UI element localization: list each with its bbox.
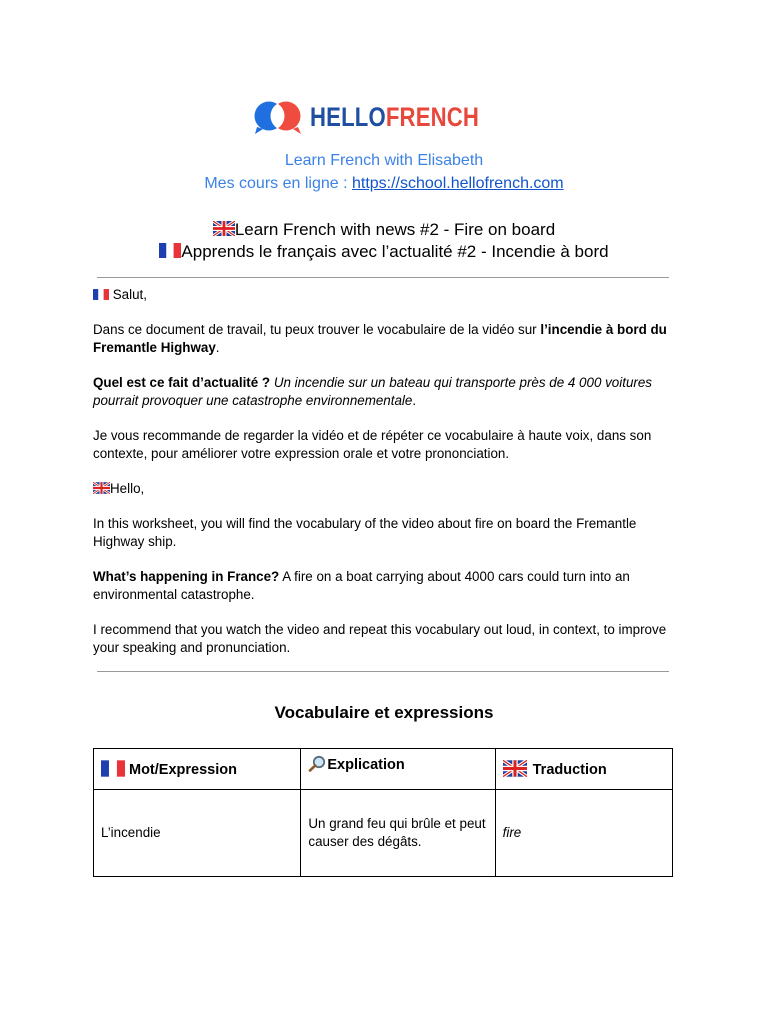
hellofrench-logo [0,97,768,137]
school-link[interactable]: https://school.hellofrench.com [351,175,564,192]
divider-bottom [97,671,669,672]
french-greeting-text: Salut, [112,287,147,302]
vocab-table [93,748,673,877]
author-line: Learn French with Elisabeth [284,152,484,169]
courses-line [0,175,768,193]
vocab-translation-cell [495,790,672,877]
french-paragraph-3: Je vous recommande de regarder la vidéo et de répéter ce vocabulaire à haute voix, dans son contexte, pour améliorer votre expression orale et votre prononciation. [93,428,652,461]
english-paragraph-1: In this worksheet, you will find the vocabulary of the video about fire on board the Fremantle Highway ship. [93,516,637,549]
en-p2-bold: What’s happening in France? [93,569,280,584]
column-header-translation [495,749,672,790]
fr-p2-bold: Quel est ce fait d’actualité ? [93,375,271,390]
uk-flag-icon [213,221,235,236]
fr-p2-end: . [412,393,417,408]
logo-wordmark [310,102,479,133]
english-paragraph-3: I recommend that you watch the video and repeat this vocabulary out loud, in context, to improve your speaking and pronunciation. [93,622,667,655]
french-greeting [93,286,673,304]
english-greeting [93,480,673,498]
france-flag-icon [93,289,109,300]
fr-p1-bold: l’incendie à bord du Fremantle Highway [93,322,667,355]
french-paragraph-1 [93,321,673,357]
uk-flag-icon [503,760,527,777]
column-header-explanation-text: Explication [327,757,405,773]
title-english-text: Learn French with news #2 - Fire on board [234,220,556,239]
vocab-explanation-cell: Un grand feu qui brûle et peut causer des dégâts. [301,790,495,877]
france-flag-icon [101,760,125,777]
vocab-translation-text: fire [502,825,522,840]
vocab-header-row [94,749,673,790]
speech-bubbles-logo-icon [252,97,304,137]
french-paragraph-2 [93,374,673,410]
table-row [94,790,673,877]
fr-p2-italic: Un incendie sur un bateau qui transporte près de 4 000 voitures pourrait provoquer une catastrophe environnementale [93,375,652,408]
fr-p1-text: Dans ce document de travail, tu peux trouver le vocabulaire de la vidéo sur [93,322,541,337]
en-p2-rest: A fire on a boat carrying about 4000 cars could turn into an environmental catastrophe. [93,569,630,602]
column-header-word-text: Mot/Expression [129,762,237,778]
english-paragraph-2 [93,568,673,604]
courses-label: Mes cours en ligne : [204,175,352,192]
logo-french: FRENCH [385,101,479,132]
logo-hello: HELLO [309,101,386,132]
column-header-word [94,749,301,790]
vocab-word-cell: L’incendie [94,790,301,877]
title-french-text: Apprends le français avec l’actualité #2 - Incendie à bord [181,242,609,261]
france-flag-icon [159,243,181,258]
title-english [0,220,768,240]
column-header-translation-text: Traduction [532,762,607,778]
column-header-explanation [301,749,495,790]
uk-flag-icon [93,482,110,494]
vocab-heading: Vocabulaire et expressions [274,703,494,722]
divider-top [97,277,669,278]
title-french [0,242,768,262]
magnifier-icon [308,755,327,772]
english-greeting-text: Hello, [110,481,145,496]
fr-p1-end: . [215,340,220,355]
